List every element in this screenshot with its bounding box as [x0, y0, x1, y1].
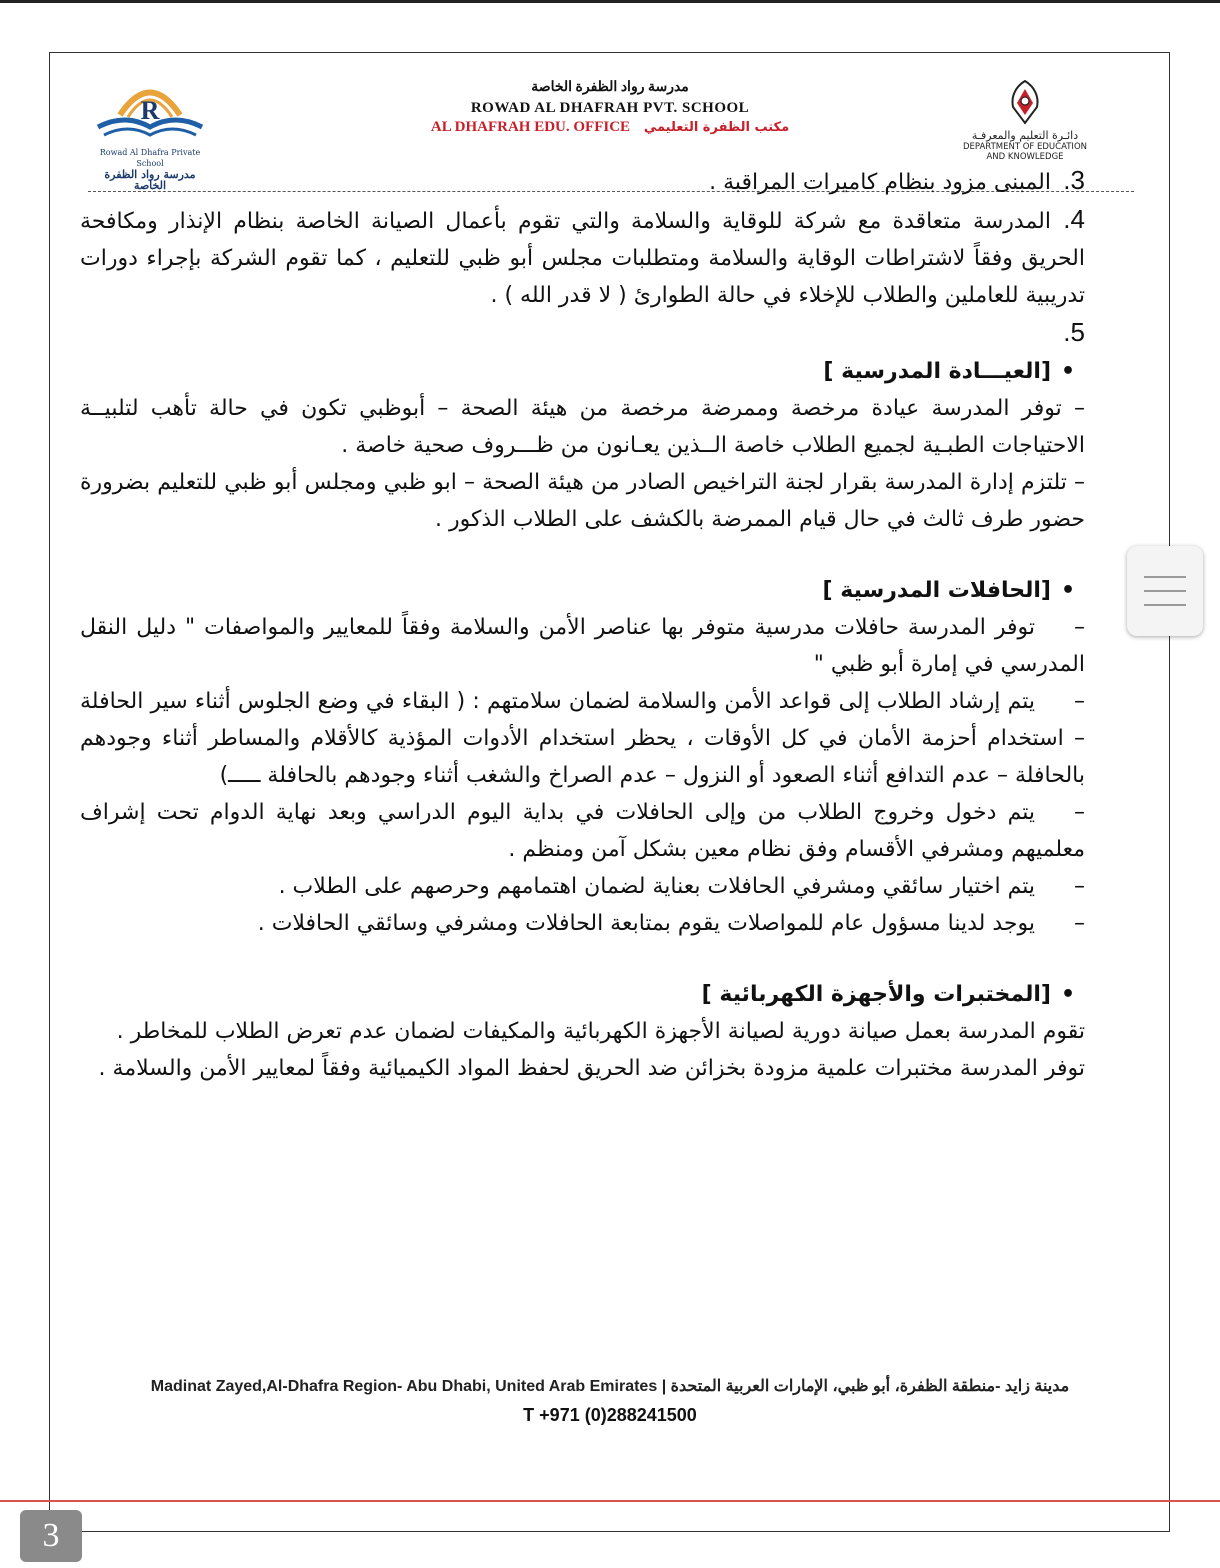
education-office: [380, 119, 840, 136]
buses-heading-text: [الحافلات المدرسية ]: [822, 578, 1051, 603]
labs-heading: [80, 976, 1085, 1013]
item-number: 5.: [1063, 317, 1085, 347]
buses-item-4-text: يتم اختيار سائقي ومشرفي الحافلات بعناية لضمان اهتمامهم وحرصهم على الطلاب .: [278, 874, 1035, 899]
department-name-english-2: AND KNOWLEDGE: [986, 152, 1064, 162]
buses-heading: [80, 572, 1085, 609]
bullet-icon: •: [1060, 578, 1076, 603]
item-number: 4.: [1063, 204, 1085, 234]
footer-separator: |: [661, 1378, 667, 1395]
clinic-heading: [80, 353, 1085, 390]
spacer: [80, 538, 1085, 572]
side-menu-handle[interactable]: [1127, 546, 1203, 636]
school-logo-caption-ar: مدرسة رواد الظفرة الخاصة: [104, 168, 196, 192]
dash-icon: –: [1074, 874, 1085, 899]
item-number: 3.: [1063, 165, 1085, 195]
footer-address: [150, 1373, 1070, 1401]
buses-item-4: [80, 868, 1085, 905]
buses-item-2-text: يتم إرشاد الطلاب إلى قواعد الأمن والسلامة لضمان سلامتهم : ( البقاء في وضع الجلوس أثناء سير الحافلة – استخدام أحزمة الأمان في كل الأوقات ، يحظر استخدام الأدوات المؤذية كالأقلام والمساطر أثناء وجودهم بالحافلة – عدم التدافع أثناء الصعود أو النزول – عدم الصراخ والشغب أثناء وجودهم بالحافلة ـــــ): [80, 689, 1085, 788]
letterhead-title: [380, 79, 840, 136]
menu-icon-bar: [1144, 590, 1186, 592]
clinic-paragraph-2: – تلتزم إدارة المدرسة بقرار لجنة التراخيص الصادر من هيئة الصحة – ابو ظبي ومجلس أبو ظبي للتعليم بضرورة حضور طرف ثالث في حال قيام الممرضة بالكشف على الطلاب الذكور .: [80, 470, 1085, 532]
office-name-arabic: مكتب الظفرة التعليمي: [643, 120, 790, 135]
page-number-badge[interactable]: 3: [20, 1510, 82, 1562]
menu-icon-bar: [1144, 604, 1186, 606]
school-name-english: ROWAD AL DHAFRAH PVT. SCHOOL: [470, 100, 750, 116]
list-item-4: [80, 201, 1085, 314]
department-name-arabic: دائـرة التعليم والمعرفـة: [971, 129, 1079, 142]
item-4-text: المدرسة متعاقدة مع شركة للوقاية والسلامة والتي تقوم بأعمال الصيانة الخاصة بنظام الإنذار ومكافحة الحريق وفقاً لاشتراطات الوقاية والسلامة ومتطلبات مجلس أبو ظبي للتعليم ، كما تقوم الشركة بإجراء دورات تدريبية للعاملين والطلاب للإخلاء في حالة الطوارئ ( لا قدر الله ) .: [80, 209, 1085, 308]
top-border-line: [0, 0, 1220, 3]
clinic-heading-text: [العيـــادة المدرسية ]: [823, 359, 1051, 384]
department-logo: [955, 79, 1095, 162]
menu-icon-bar: [1144, 576, 1186, 578]
buses-item-3-text: يتم دخول وخروج الطلاب من وإلى الحافلات في بداية اليوم الدراسي وبعد نهاية الدوام تحت إشراف معلميهم ومشرفي الأقسام وفق نظام معين بشكل آمن ومنظم .: [80, 800, 1085, 862]
falcon-emblem-icon: [1005, 79, 1045, 125]
spacer: [80, 942, 1085, 976]
bullet-icon: •: [1060, 982, 1076, 1007]
school-name-arabic: مدرسة رواد الظفرة الخاصة: [531, 80, 689, 95]
buses-item-2: [80, 683, 1085, 794]
office-name-english: AL DHAFRAH EDU. OFFICE: [430, 119, 631, 135]
clinic-paragraph-1: – توفر المدرسة عيادة مرخصة وممرضة مرخصة من هيئة الصحة – أبوظبي تكون في حالة تأهب لتلبيــة الاحتياجات الطبـية لجميع الطلاب خاصة الــذين يعـانون من ظـــروف صحية خاصة .: [80, 396, 1085, 458]
footer-phone: T +971 (0)288241500: [523, 1405, 697, 1425]
dash-icon: –: [1074, 615, 1085, 640]
dash-icon: –: [1074, 911, 1085, 936]
bullet-icon: •: [1060, 359, 1076, 384]
labs-heading-text: [المختبرات والأجهزة الكهربائية ]: [701, 982, 1051, 1007]
item-3-text: المبنى مزود بنظام كاميرات المراقبة .: [709, 170, 1051, 195]
labs-paragraph-1: تقوم المدرسة بعمل صيانة دورية لصيانة الأجهزة الكهربائية والمكيفات لضمان عدم تعرض الطلاب للمخاطر .: [116, 1019, 1085, 1044]
footer-address-en: Madinat Zayed,Al-Dhafra Region- Abu Dhabi, United Arab Emirates: [150, 1378, 658, 1395]
page-footer: [150, 1373, 1070, 1429]
page-break-line: [0, 1500, 1220, 1502]
school-logo-caption-en: Rowad Al Dhafra Private School: [99, 148, 201, 168]
footer-address-ar: مدينة زايد -منطقة الظفرة، أبو ظبي، الإمارات العربية المتحدة: [670, 1378, 1070, 1395]
document-body: [80, 162, 1085, 1087]
buses-item-1: [80, 609, 1085, 683]
labs-paragraph-2: توفر المدرسة مختبرات علمية مزودة بخزائن ضد الحريق لحفظ المواد الكيميائية وفقاً لمعايير الأمن والسلامة .: [98, 1056, 1085, 1081]
buses-item-1-text: توفر المدرسة حافلات مدرسية متوفر بها عناصر الأمن والسلامة وفقاً للمعايير والمواصفات " دليل النقل المدرسي في إمارة أبو ظبي ": [80, 615, 1085, 677]
dash-icon: –: [1074, 689, 1085, 714]
buses-item-5: [80, 905, 1085, 942]
svg-text:R: R: [140, 96, 160, 125]
school-logo-emblem: [90, 75, 210, 147]
list-item-5: [80, 314, 1085, 353]
school-logo: [90, 75, 210, 192]
list-item-3: [80, 162, 1085, 201]
buses-item-5-text: يوجد لدينا مسؤول عام للمواصلات يقوم بمتابعة الحافلات ومشرفي وسائقي الحافلات .: [257, 911, 1035, 936]
dash-icon: –: [1074, 800, 1085, 825]
department-name-english-1: DEPARTMENT OF EDUCATION: [962, 142, 1087, 152]
buses-item-3: [80, 794, 1085, 868]
